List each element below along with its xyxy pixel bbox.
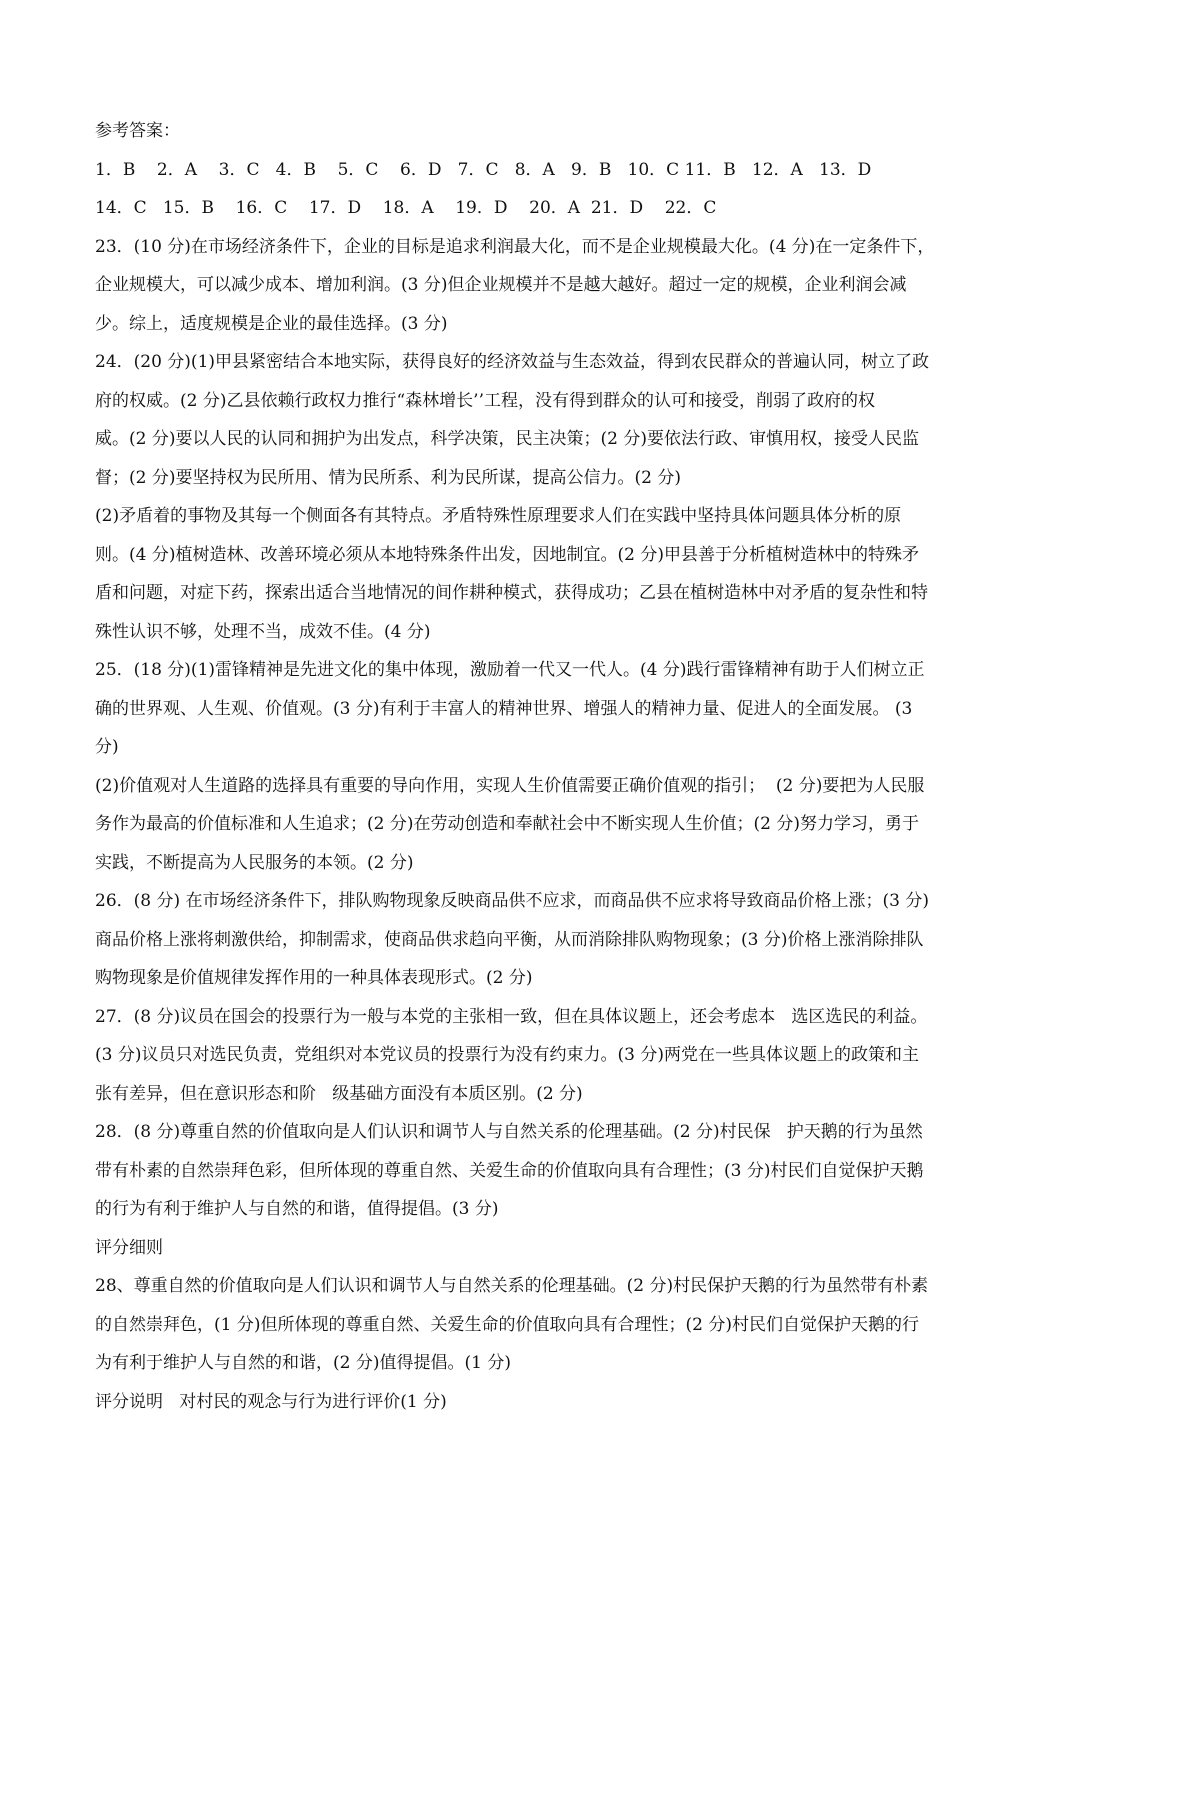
answers-row-1: 1．B 2．A 3．C 4．B 5．C 6．D 7．C 8．A 9．B 10．C 11．B 12．A 13．D xyxy=(95,159,872,180)
q26-line: 购物现象是价值规律发挥作用的一种具体表现形式。(2 分) xyxy=(95,968,533,988)
scoring-rules-line: 为有利于维护人与自然的和谐，(2 分)值得提倡。(1 分) xyxy=(95,1353,511,1373)
q24-line: 24．(20 分)(1)甲县紧密结合本地实际，获得良好的经济效益与生态效益，得到农民群众的普遍认同，树立了政 xyxy=(95,352,930,372)
q24-part2-line: 盾和问题，对症下药，探索出适合当地情况的间作耕种模式，获得成功；乙县在植树造林中对矛盾的复杂性和特 xyxy=(95,583,928,603)
q24-line: 府的权威。(2 分)乙县依赖行政权力推行“森林增长’’工程，没有得到群众的认可和接受，削弱了政府的权 xyxy=(95,390,875,411)
answers-row-2: 14．C 15．B 16．C 17．D 18．A 19．D 20．A 21．D 22．C xyxy=(95,198,717,218)
q26-line: 26．(8 分) 在市场经济条件下，排队购物现象反映商品供不应求，而商品供不应求将导致商品价格上涨；(3 分) xyxy=(95,891,930,911)
q23-line: 23．(10 分)在市场经济条件下，企业的目标是追求利润最大化，而不是企业规模最大化。(4 分)在一定条件下， xyxy=(95,236,935,257)
q28-line: 带有朴素的自然崇拜色彩，但所体现的尊重自然、关爱生命的价值取向具有合理性；(3 分)村民们自觉保护天鹅 xyxy=(95,1160,924,1181)
q25-part2-line: 实践，不断提高为人民服务的本领。(2 分) xyxy=(95,852,414,873)
q25-line: 分) xyxy=(95,737,119,757)
q23-line: 企业规模大，可以减少成本、增加利润。(3 分)但企业规模并不是越大越好。超过一定的规模，企业利润会减 xyxy=(95,275,907,295)
heading-reference-answers: 参考答案： xyxy=(95,121,180,141)
q23-line: 少。综上，适度规模是企业的最佳选择。(3 分) xyxy=(95,313,448,334)
q25-part2-line: 务作为最高的价值标准和人生追求；(2 分)在劳动创造和奉献社会中不断实现人生价值；(2 分)努力学习，勇于 xyxy=(95,814,919,834)
scoring-rules-heading: 评分细则 xyxy=(95,1237,163,1258)
q28-line: 的行为有利于维护人与自然的和谐，值得提倡。(3 分) xyxy=(95,1199,499,1219)
scoring-rules-line: 28、尊重自然的价值取向是人们认识和调节人与自然关系的伦理基础。(2 分)村民保护天鹅的行为虽然带有朴素 xyxy=(95,1276,929,1296)
q27-line: 张有差异，但在意识形态和阶 级基础方面没有本质区别。(2 分) xyxy=(95,1083,583,1104)
q24-part2-line: (2)矛盾着的事物及其每一个侧面各有其特点。矛盾特殊性原理要求人们在实践中坚持具体问题具体分析的原 xyxy=(95,506,902,526)
scoring-note: 评分说明 对村民的观念与行为进行评价(1 分) xyxy=(95,1391,447,1412)
q26-line: 商品价格上涨将刺激供给，抑制需求，使商品供求趋向平衡，从而消除排队购物现象；(3 分)价格上涨消除排队 xyxy=(95,929,924,950)
answer-document xyxy=(95,112,1105,1421)
scoring-rules-line: 的自然崇拜色，(1 分)但所体现的尊重自然、关爱生命的价值取向具有合理性；(2 分)村民们自觉保护天鹅的行 xyxy=(95,1314,919,1335)
q28-line: 28．(8 分)尊重自然的价值取向是人们认识和调节人与自然关系的伦理基础。(2 分)村民保 护天鹅的行为虽然 xyxy=(95,1122,923,1142)
q25-part2-line: (2)价值观对人生道路的选择具有重要的导向作用，实现人生价值需要正确价值观的指引； (2 分)要把为人民服 xyxy=(95,775,925,796)
q24-part2-line: 则。(4 分)植树造林、改善环境必须从本地特殊条件出发，因地制宜。(2 分)甲县善于分析植树造林中的特殊矛 xyxy=(95,544,919,565)
q25-line: 确的世界观、人生观、价值观。(3 分)有利于丰富人的精神世界、增强人的精神力量、促进人的全面发展。 (3 xyxy=(95,698,913,719)
q24-part2-line: 殊性认识不够，处理不当，成效不佳。(4 分) xyxy=(95,621,431,642)
q27-line: 27．(8 分)议员在国会的投票行为一般与本党的主张相一致，但在具体议题上，还会考虑本 选区选民的利益。 xyxy=(95,1006,928,1027)
q25-line: 25．(18 分)(1)雷锋精神是先进文化的集中体现，激励着一代又一代人。(4 分)践行雷锋精神有助于人们树立正 xyxy=(95,660,925,680)
q24-line: 威。(2 分)要以人民的认同和拥护为出发点，科学决策，民主决策；(2 分)要依法行政、审慎用权，接受人民监 xyxy=(95,429,919,449)
q27-line: (3 分)议员只对选民负责，党组织对本党议员的投票行为没有约束力。(3 分)两党在一些具体议题上的政策和主 xyxy=(95,1045,919,1065)
q24-line: 督；(2 分)要坚持权为民所用、情为民所系、利为民所谋，提高公信力。(2 分) xyxy=(95,467,681,488)
